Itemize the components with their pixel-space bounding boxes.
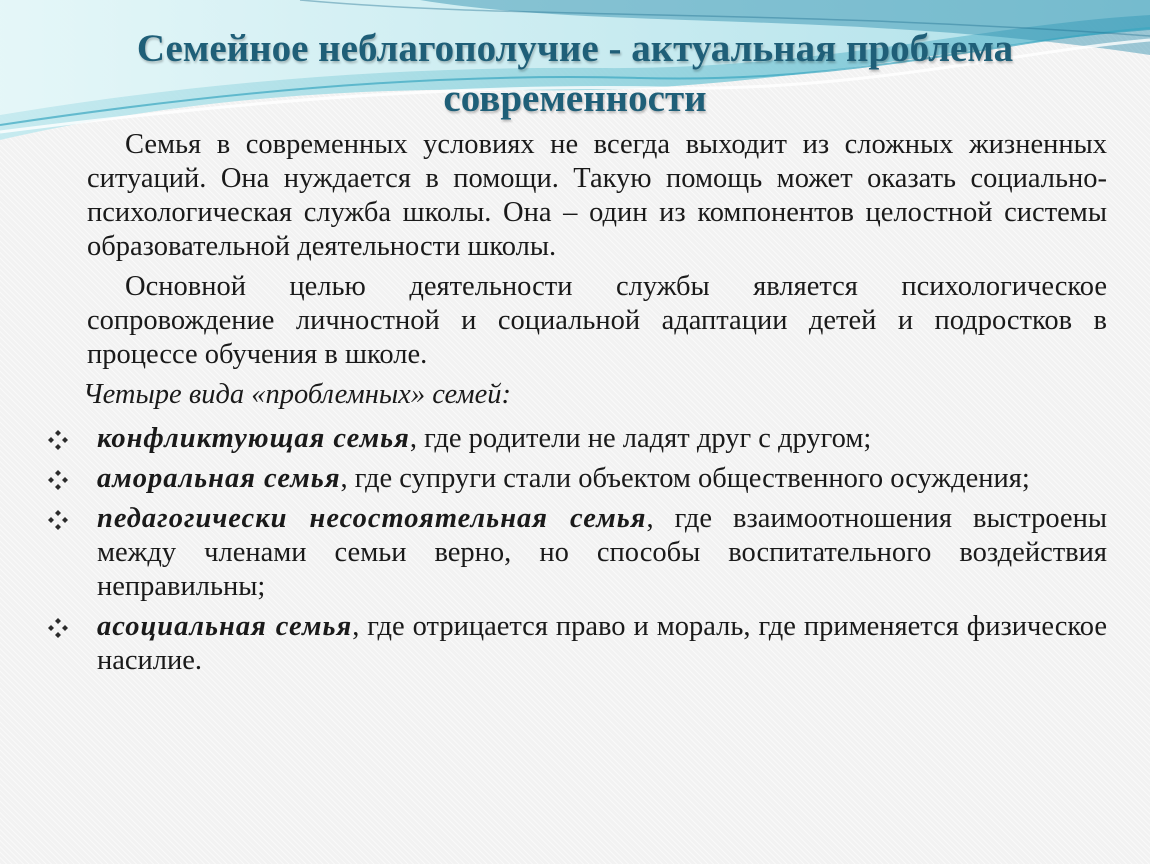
list-item xyxy=(47,422,1107,456)
slide-body xyxy=(83,128,1107,684)
family-types-list xyxy=(47,422,1107,678)
family-type-description: , где родители не ладят друг с другом; xyxy=(409,423,872,454)
diamond-bullet-icon xyxy=(47,617,69,639)
family-type-term: педагогически несостоятельная семья xyxy=(97,503,647,534)
diamond-bullet-icon xyxy=(47,509,69,531)
family-type-description: , где отрицается право и мораль, где применяется физическое насилие. xyxy=(97,611,1107,676)
diamond-bullet-icon xyxy=(47,429,69,451)
family-types-heading: Четыре вида «проблемных» семей: xyxy=(83,379,512,410)
paragraph-intro: Семья в современных условиях не всегда выходит из сложных жизненных ситуаций. Она нуждается в помощи. Такую помощь может оказать социально-психологическая служба школы. Она – один из компонентов целостной системы образовательной деятельности школы. xyxy=(87,129,1107,262)
list-item xyxy=(47,462,1107,496)
slide-title: Семейное неблагополучие - актуальная проблема современности xyxy=(136,27,1014,120)
family-type-term: асоциальная семья xyxy=(97,611,353,642)
family-type-term: конфликтующая семья xyxy=(97,423,410,454)
diamond-bullet-icon xyxy=(47,469,69,491)
list-item xyxy=(47,502,1107,604)
family-type-description: , где супруги стали объектом общественного осуждения; xyxy=(340,463,1030,494)
family-type-term: аморальная семья xyxy=(97,463,341,494)
list-item xyxy=(47,610,1107,678)
paragraph-goal: Основной целью деятельности службы является психологическое сопровождение личностной и социальной адаптации детей и подростков в процессе обучения в школе. xyxy=(87,271,1107,370)
family-type-description: , где взаимоотношения выстроены между членами семьи верно, но способы воспитательного воздействия неправильны; xyxy=(97,503,1107,602)
